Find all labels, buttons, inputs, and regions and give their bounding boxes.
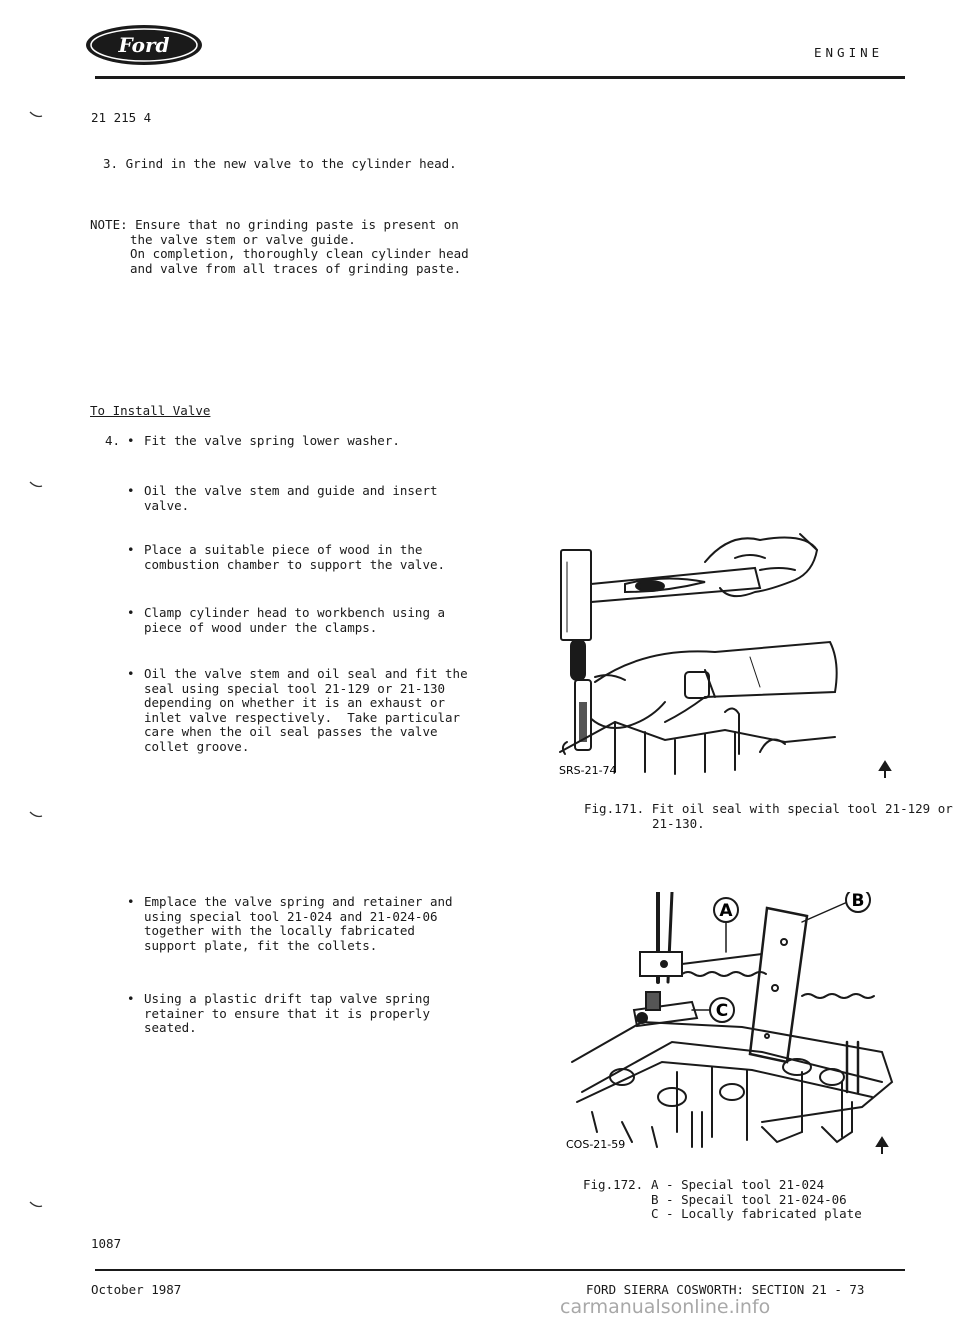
section-title: ENGINE	[814, 45, 884, 60]
footer-date: October 1987	[91, 1282, 182, 1297]
install-heading: To Install Valve	[90, 403, 211, 418]
orientation-arrow-icon	[880, 762, 890, 778]
bullet-dot: •	[127, 542, 135, 557]
legend-item: B - Specail tool 21-024-06	[651, 1191, 847, 1207]
orientation-arrow-icon	[877, 1138, 887, 1154]
note-block	[90, 218, 469, 276]
figure-172-code: COS-21-59	[566, 1138, 626, 1151]
figure-171-illustration	[555, 522, 900, 780]
footer-rule	[95, 1269, 905, 1271]
bullet-dot: •	[127, 666, 135, 681]
note-line: On completion, thoroughly clean cylinder head	[130, 246, 469, 261]
figure-171-code: SRS-21-74	[559, 764, 617, 777]
scan-margin-marks	[28, 92, 44, 1222]
page-number: 1087	[91, 1236, 122, 1251]
bullet-dot: •	[127, 483, 135, 498]
note-line: the valve stem or valve guide.	[130, 231, 356, 247]
legend-item: C - Locally fabricated plate	[651, 1206, 862, 1221]
ford-logo	[84, 23, 204, 67]
callout-b: B	[851, 892, 865, 911]
footer-title: FORD SIERRA COSWORTH: SECTION 21 - 73	[586, 1282, 865, 1297]
bullet-dot: •	[127, 605, 135, 620]
bullet-dot: •	[127, 433, 135, 448]
legend-item: A - Special tool 21-024	[651, 1177, 825, 1192]
watermark: carmanualsonline.info	[560, 1296, 771, 1318]
figure-171-caption: Fig.171. Fit oil seal with special tool 21-129 or 21-130.	[584, 801, 953, 831]
bullet-dot: •	[127, 991, 135, 1006]
callout-c: C	[715, 1001, 729, 1021]
reference-code: 21 215 4	[91, 110, 152, 125]
bullet-dot: •	[127, 894, 135, 909]
step-4-number: 4.	[105, 433, 121, 448]
logo-text: Ford	[118, 33, 170, 57]
callout-a: A	[719, 901, 733, 921]
step-3: 3. Grind in the new valve to the cylinder head.	[103, 156, 457, 171]
figure-172-illustration	[562, 892, 902, 1154]
note-line: and valve from all traces of grinding paste.	[130, 260, 462, 276]
header-rule	[95, 76, 905, 79]
note-line: NOTE: Ensure that no grinding paste is present on	[90, 217, 459, 232]
